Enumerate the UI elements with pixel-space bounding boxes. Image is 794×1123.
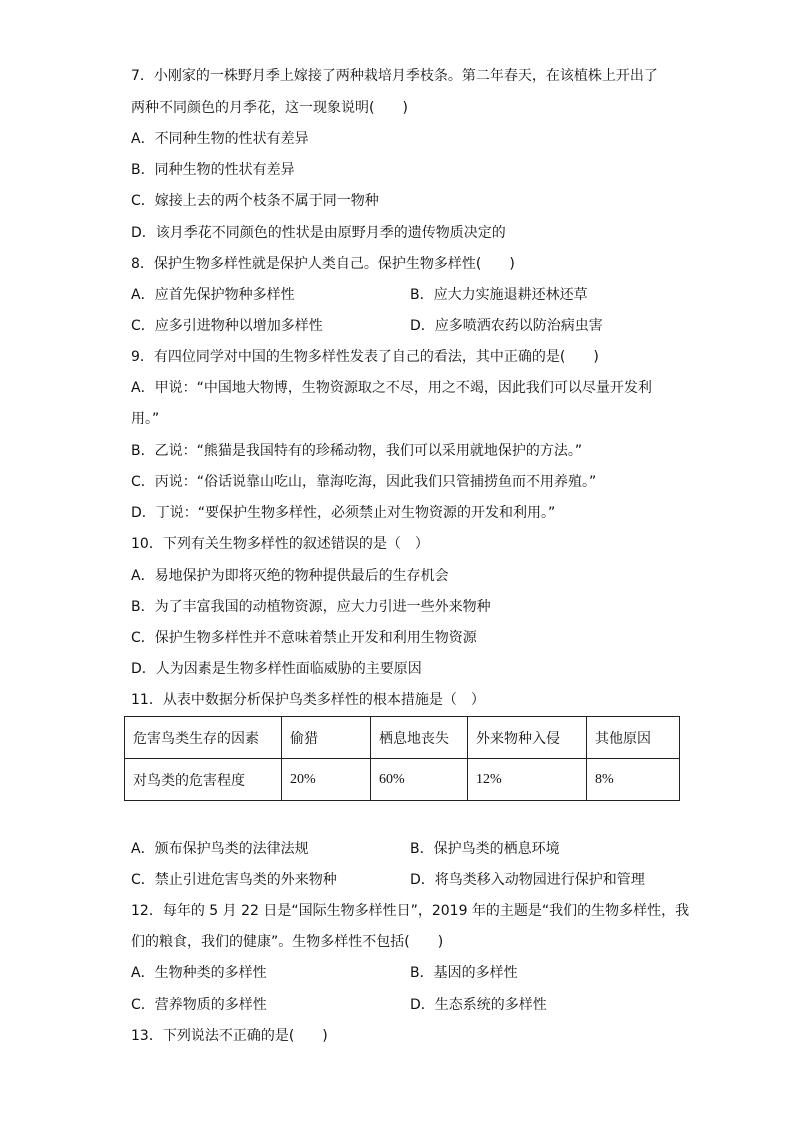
q13-stem: 13．下列说法不正确的是( ) bbox=[131, 1028, 328, 1044]
table-cell: 60% bbox=[371, 759, 468, 801]
q12-option-c: C．营养物质的多样性 bbox=[131, 997, 267, 1013]
q8-stem: 8．保护生物多样性就是保护人类自己。保护生物多样性( ) bbox=[131, 256, 515, 272]
q10-option-b: B．为了丰富我国的动植物资源，应大力引进一些外来物种 bbox=[131, 599, 491, 615]
q10-option-d: D．人为因素是生物多样性面临威胁的主要原因 bbox=[131, 661, 422, 677]
q8-option-a: A．应首先保护物种多样性 bbox=[131, 287, 295, 303]
q9-option-d: D．丁说：“要保护生物多样性，必须禁止对生物资源的开发和利用。” bbox=[131, 505, 556, 521]
q11-option-c: C．禁止引进危害鸟类的外来物种 bbox=[131, 872, 337, 888]
q10-option-a: A．易地保护为即将灭绝的物种提供最后的生存机会 bbox=[131, 568, 449, 584]
table-row bbox=[125, 759, 680, 801]
table-cell: 20% bbox=[282, 759, 371, 801]
q9-stem: 9．有四位同学对中国的生物多样性发表了自己的看法，其中正确的是( ) bbox=[131, 349, 599, 365]
q11-option-b: B．保护鸟类的栖息环境 bbox=[410, 841, 560, 857]
q11-option-a: A．颁布保护鸟类的法律法规 bbox=[131, 841, 309, 857]
q7-stem-line1: 7．小刚家的一株野月季上嫁接了两种栽培月季枝条。第二年春天，在该植株上开出了 bbox=[131, 68, 658, 84]
q11-stem: 11．从表中数据分析保护鸟类多样性的根本措施是（ ） bbox=[131, 692, 485, 708]
table-cell: 12% bbox=[468, 759, 587, 801]
q9-option-b: B．乙说：“熊猫是我国特有的珍稀动物，我们可以采用就地保护的方法。” bbox=[131, 443, 583, 459]
table-header-cell: 偷猎 bbox=[282, 717, 371, 759]
q8-option-c: C．应多引进物种以增加多样性 bbox=[131, 318, 323, 334]
table-header-cell: 危害鸟类生存的因素 bbox=[125, 717, 282, 759]
q7-option-d: D．该月季花不同颜色的性状是由原野月季的遗传物质决定的 bbox=[131, 225, 506, 241]
q9-option-a-line2: 用。” bbox=[131, 411, 160, 427]
q9-option-c: C．丙说：“俗话说靠山吃山，靠海吃海，因此我们只管捕捞鱼而不用养殖。” bbox=[131, 474, 597, 490]
table-header-row bbox=[125, 717, 680, 759]
q10-option-c: C．保护生物多样性并不意味着禁止开发和利用生物资源 bbox=[131, 630, 477, 646]
q12-option-b: B．基因的多样性 bbox=[410, 965, 518, 981]
q8-option-d: D．应多喷洒农药以防治病虫害 bbox=[410, 318, 603, 334]
q12-option-a: A．生物种类的多样性 bbox=[131, 965, 267, 981]
q7-option-b: B．同种生物的性状有差异 bbox=[131, 162, 295, 178]
table-cell: 8% bbox=[587, 759, 680, 801]
table-header-cell: 其他原因 bbox=[587, 717, 680, 759]
table-header-cell: 栖息地丧失 bbox=[371, 717, 468, 759]
q11-data-table bbox=[124, 716, 680, 801]
q7-option-c: C．嫁接上去的两个枝条不属于同一物种 bbox=[131, 193, 379, 209]
q7-option-a: A．不同种生物的性状有差异 bbox=[131, 131, 309, 147]
table-header-cell: 外来物种入侵 bbox=[468, 717, 587, 759]
q11-option-d: D．将鸟类移入动物园进行保护和管理 bbox=[410, 872, 645, 888]
q7-stem-line2: 两种不同颜色的月季花，这一现象说明( ) bbox=[131, 100, 408, 116]
q10-stem: 10．下列有关生物多样性的叙述错误的是（ ） bbox=[131, 536, 429, 552]
q12-stem-line2: 们的粮食，我们的健康”。生物多样性不包括( ) bbox=[131, 934, 444, 950]
q8-option-b: B．应大力实施退耕还林还草 bbox=[410, 287, 588, 303]
table-cell: 对鸟类的危害程度 bbox=[125, 759, 282, 801]
q12-option-d: D．生态系统的多样性 bbox=[410, 997, 547, 1013]
q12-stem-line1: 12．每年的 5 月 22 日是“国际生物多样性日”，2019 年的主题是“我们的生物多样性，我 bbox=[131, 903, 690, 919]
q9-option-a-line1: A．甲说：“中国地大物博，生物资源取之不尽，用之不竭，因此我们可以尽量开发利 bbox=[131, 380, 652, 396]
